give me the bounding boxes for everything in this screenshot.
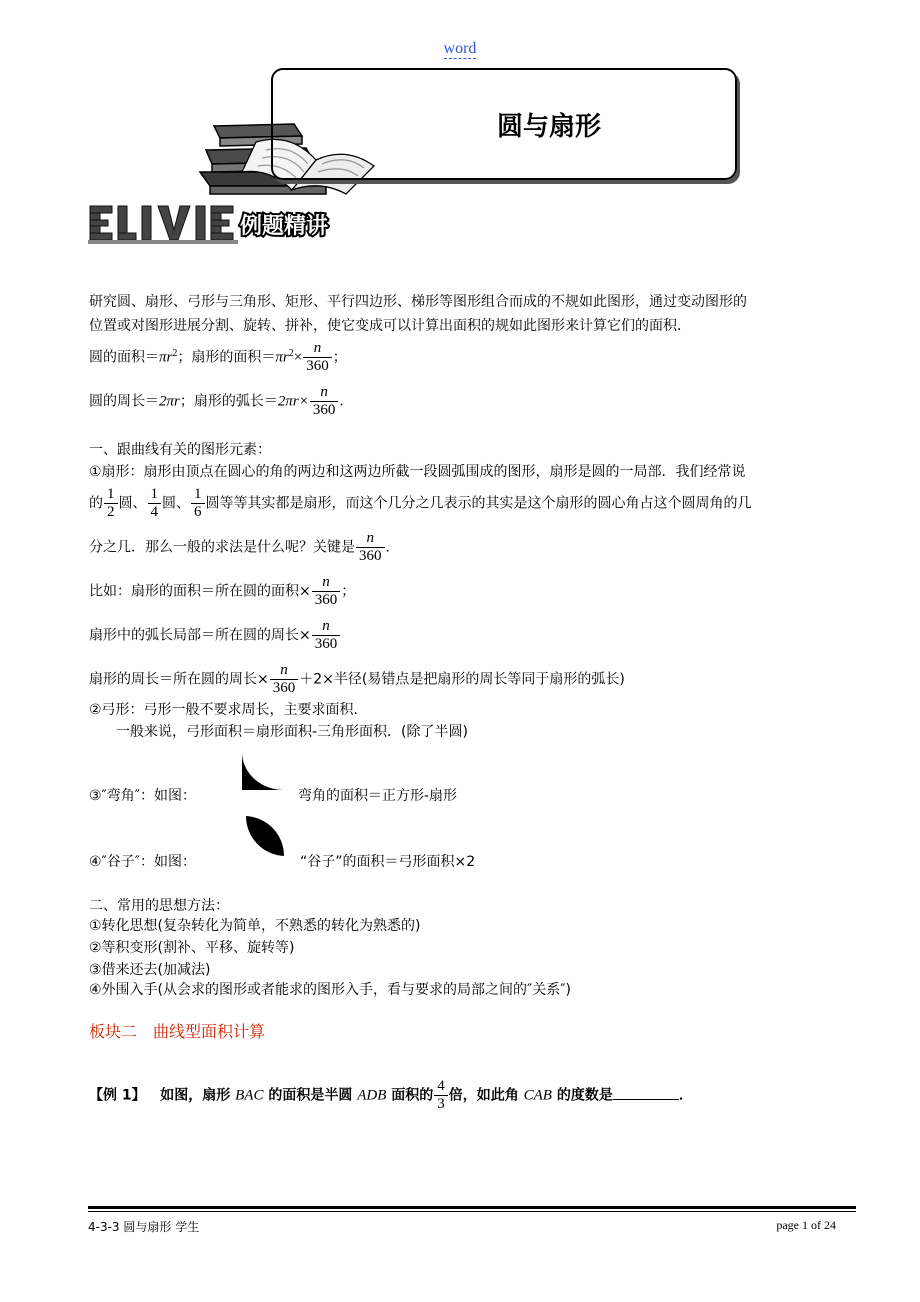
banner-label: 例题精讲 [240, 214, 329, 239]
footer-doc-label: 4-3-3 圆与扇形 学生 [88, 1220, 200, 1234]
section1-sector-line3: 分之几．那么一般的求法是什么呢？关键是 $\frac{n}{360}$ ． [89, 530, 400, 564]
segment-line: ②弓形：弓形一般不要求周长，主要求面积． [89, 702, 368, 718]
corner-formula: 弯角的面积＝正方形-扇形 [298, 788, 458, 804]
segment-formula: 一般来说，弓形面积＝扇形面积-三角形面积．(除了半圆) [116, 724, 468, 740]
title-box [271, 68, 737, 180]
section1-sector-line1: ①扇形：扇形由顶点在圆心的角的两边和这两边所截一段圆弧围成的图形，扇形是圆的一局部．我们经常说 [89, 464, 746, 480]
circumference-formulas: 圆的周长＝2πr；扇形的弧长＝2πr× $\frac{n}{360}$ ． [89, 384, 354, 418]
page-title: 圆与扇形 [496, 111, 601, 142]
footer-page-number: page 1 of 24 [776, 1218, 836, 1232]
footer-rule-thin [88, 1211, 856, 1212]
footer-rule-thick [88, 1206, 856, 1209]
method-item: ①转化思想(复杂转化为简单，不熟悉的转化为熟悉的) [89, 918, 421, 934]
example-perimeter-line: 扇形的周长＝所在圆的周长× $\frac{n}{360}$ ＋2×半径(易错点是把扇形的周长等同于扇形的弧长) [89, 662, 625, 696]
area-formulas: 圆的面积$=\pi r^2$；扇形的面积$=\pi r^2\times$ $\frac{n}{360}$ ； [89, 340, 347, 374]
intro-line-1: 研究圆、扇形、弓形与三角形、矩形、平行四边形、梯形等图形组合而成的不规如此图形，通过变动图形的 [89, 294, 747, 310]
grain-shape-figure [242, 814, 288, 858]
grain-formula: “谷子”的面积＝弓形面积×2 [300, 854, 476, 870]
intro-line-2: 位置或对图形进展分割、旋转、拼补，使它变成可以计算出面积的规如此图形来计算它们的面积． [89, 318, 691, 334]
method-item: ③借来还去(加减法) [89, 962, 211, 978]
example-arc-line: 扇形中的弧长局部＝所在圆的周长× $\frac{n}{360}$ [89, 618, 341, 653]
example-1: 【例 1】 如图，扇形 BAC 的面积是半圆 ADB 面积的 $\frac{4}{3}$ 倍，如此角 CAB 的度数是 ． [89, 1078, 693, 1112]
grain-label: ④″谷子″：如图： [89, 854, 197, 870]
block-heading: 板块二 曲线型面积计算 [89, 1022, 266, 1041]
banner-underline [88, 240, 238, 244]
section1-heading: 一、跟曲线有关的图形元素： [89, 442, 271, 458]
banner-deco-letters [90, 206, 233, 240]
method-item: ④外围入手(从会求的图形或者能求的图形入手，看与要求的局部之间的″关系″) [89, 982, 571, 998]
corner-shape-figure [240, 750, 286, 792]
section2-heading: 二、常用的思想方法： [89, 898, 229, 914]
answer-blank[interactable] [613, 1085, 679, 1100]
header-word-link[interactable]: word [443, 40, 477, 57]
example-banner [88, 200, 358, 248]
section1-sector-line2: 的 $\frac{1}{2}$ 圆、 $\frac{1}{4}$ 圆、 $\frac{1}{6}$ 圆等等其实都是扇形，而这个几分之几表示的其实是这个扇形的圆心角占这个圆周角的几 [89, 486, 752, 520]
corner-label: ③″弯角″：如图： [89, 788, 197, 804]
method-item: ②等积变形(割补、平移、旋转等) [89, 940, 295, 956]
example-area-line: 比如：扇形的面积＝所在圆的面积× $\frac{n}{360}$ ； [89, 574, 356, 608]
